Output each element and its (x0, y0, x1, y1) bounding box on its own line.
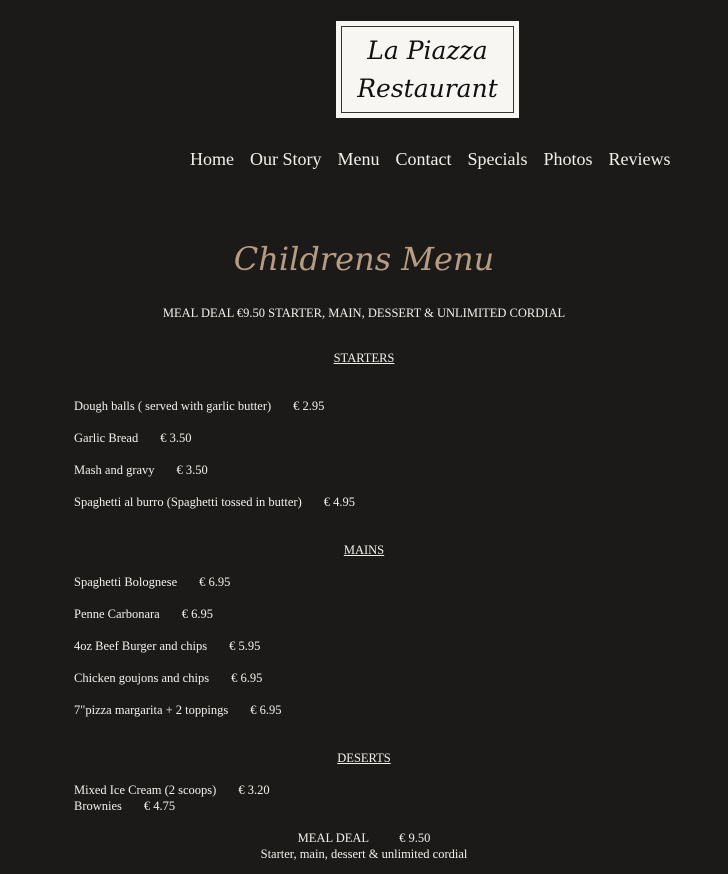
footer-deal-price: € 9.50 (399, 831, 431, 845)
logo-frame (341, 26, 514, 113)
item-name: Mixed Ice Cream (2 scoops) (74, 783, 217, 797)
menu-item (74, 671, 262, 686)
item-price: € 6.95 (250, 703, 282, 717)
item-price: € 2.95 (293, 399, 325, 413)
logo-line-2: Restaurant (357, 73, 498, 103)
menu-item (74, 495, 355, 510)
footer-deal-label: MEAL DEAL (297, 831, 370, 845)
menu-item (74, 799, 175, 814)
restaurant-logo[interactable] (336, 21, 519, 118)
nav-our-story[interactable]: Our Story (250, 149, 322, 169)
item-name: Penne Carbonara (74, 607, 160, 621)
item-name: Spaghetti al burro (Spaghetti tossed in butter) (74, 495, 302, 509)
nav-contact[interactable]: Contact (395, 149, 452, 169)
item-name: Spaghetti Bolognese (74, 575, 178, 589)
meal-deal-banner: MEAL DEAL €9.50 STARTER, MAIN, DESSERT & UNLIMITED CORDIAL (162, 306, 566, 320)
menu-item (74, 639, 260, 654)
item-name: Chicken goujons and chips (74, 671, 210, 685)
item-name: 7"pizza margarita + 2 toppings (74, 703, 229, 717)
menu-item (74, 431, 191, 446)
menu-item (74, 703, 282, 718)
section-heading-starters: STARTERS (333, 351, 395, 365)
item-price: € 6.95 (181, 607, 213, 621)
nav-photos[interactable]: Photos (543, 149, 593, 169)
footer-deal-description: Starter, main, dessert & unlimited cordial (260, 847, 468, 861)
item-price: € 3.50 (176, 463, 208, 477)
nav-menu[interactable]: Menu (337, 149, 380, 169)
menu-item (74, 575, 230, 590)
item-price: € 3.20 (238, 783, 270, 797)
menu-item (74, 463, 208, 478)
item-price: € 4.95 (323, 495, 355, 509)
main-nav (182, 147, 679, 171)
section-heading-mains: MAINS (343, 543, 385, 557)
menu-item (74, 399, 324, 414)
nav-home[interactable]: Home (190, 149, 234, 169)
item-price: € 4.75 (143, 799, 176, 813)
page-title: Childrens Menu (233, 240, 495, 278)
logo-line-1: La Piazza (367, 35, 488, 65)
footer-meal-deal (0, 831, 728, 846)
item-name: Brownies (74, 799, 122, 813)
menu-item (74, 783, 270, 798)
item-name: 4oz Beef Burger and chips (74, 639, 208, 653)
nav-reviews[interactable]: Reviews (608, 149, 671, 169)
nav-specials[interactable]: Specials (467, 149, 528, 169)
item-price: € 3.50 (160, 431, 192, 445)
item-price: € 6.95 (199, 575, 231, 589)
menu-item (74, 607, 213, 622)
item-price: € 6.95 (231, 671, 263, 685)
item-name: Mash and gravy (74, 463, 155, 477)
item-name: Garlic Bread (74, 431, 139, 445)
item-price: € 5.95 (229, 639, 261, 653)
section-heading-deserts: DESERTS (337, 751, 391, 765)
item-name: Dough balls ( served with garlic butter) (74, 399, 272, 413)
